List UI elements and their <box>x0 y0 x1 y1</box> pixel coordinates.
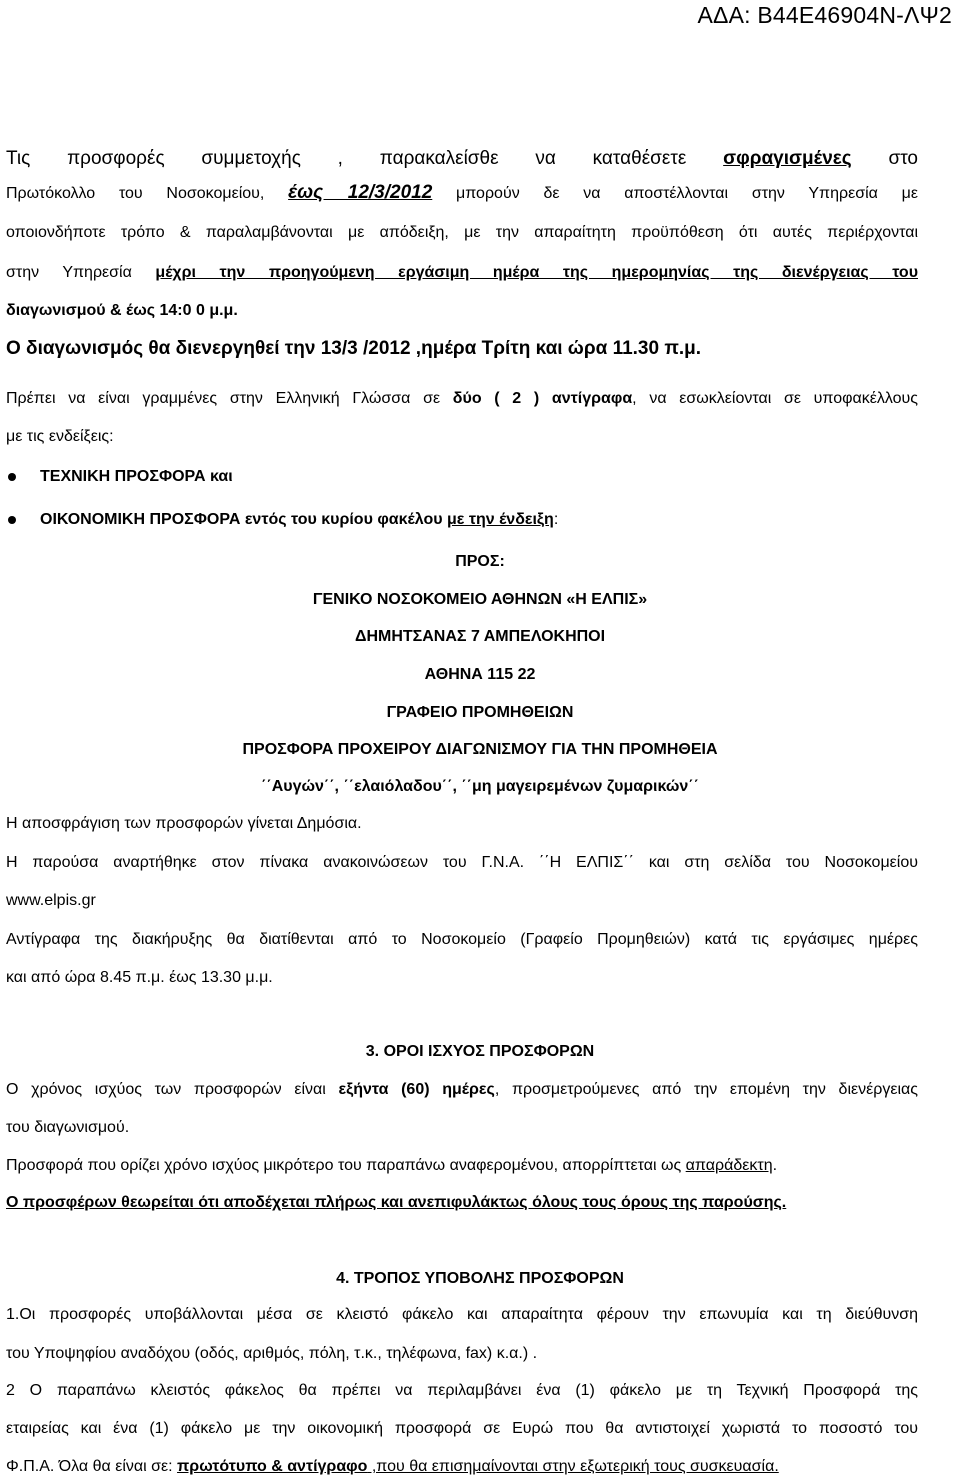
p1-text: στην Υπηρεσία <box>6 264 156 281</box>
p2-line2: με τις ενδείξεις: <box>6 428 114 445</box>
s3-unacceptable: απαράδεκτη <box>685 1157 773 1174</box>
unsealing-note: Η αποσφράγιση των προσφορών γίνεται Δημόσια. <box>6 815 362 832</box>
p1-line2 <box>6 182 918 205</box>
address-street: ΔΗΜΗΤΣΑΝΑΣ 7 ΑΜΠΕΛΟΚΗΠΟΙ <box>354 628 606 645</box>
p1-sealed: σφραγισμένες <box>723 148 852 169</box>
ada-code: ΑΔΑ: Β44Ε46904Ν-ΛΨ2 <box>697 2 952 28</box>
section3-line2: του διαγωνισμού. <box>6 1119 130 1136</box>
p1-line1 <box>6 148 918 170</box>
section4-line2: του Υποψηφίου αναδόχου (οδός, αριθμός, πόλη, τ.κ., τηλέφωνα, fax) κ.α.) . <box>6 1345 538 1362</box>
p2-text: , να εσωκλείονται σε υποφακέλλους <box>632 390 918 407</box>
p1-text: στο <box>851 148 918 169</box>
section3-line4: Ο προσφέρων θεωρείται ότι αποδέχεται πλήρως και ανεπιφυλάκτως όλους τους όρους της παρούσης. <box>6 1194 787 1211</box>
bullet-icon <box>8 473 16 481</box>
s3-validity: εξήντα (60) ημέρες <box>338 1081 495 1098</box>
bullet-indication: με την ένδειξη <box>446 511 554 528</box>
posting-note: Η παρούσα αναρτήθηκε στον πίνακα ανακοινώσεων του Γ.Ν.Α. ΄΄Η ΕΛΠΙΣ΄΄ και στη σελίδα του Νοσοκομείου <box>6 854 918 871</box>
bullet-financial <box>40 509 952 531</box>
section4-line5 <box>6 1456 918 1478</box>
s4-text: ,που θα επισημαίνονται στην εξωτερική τους συσκευασία. <box>367 1458 779 1475</box>
p1-text: μπορούν δε να αποστέλλονται στην Υπηρεσία με <box>432 185 918 202</box>
section3-line1 <box>6 1079 918 1101</box>
s3-text: Προσφορά που ορίζει χρόνο ισχύος μικρότερο του παραπάνω αναφερομένου, απορρίπτεται ως <box>6 1157 686 1174</box>
s4-original-copy: πρωτότυπο & αντίγραφο <box>177 1458 368 1475</box>
address-hospital: ΓΕΝΙΚΟ ΝΟΣΟΚΟΜΕΙΟ ΑΘΗΝΩΝ «Η ΕΛΠΙΣ» <box>312 591 648 608</box>
p1-text: Πρωτόκολλο του Νοσοκομείου, <box>6 185 289 202</box>
section4-line3: 2 Ο παραπάνω κλειστός φάκελος θα πρέπει να περιλαμβάνει ένα (1) φάκελο με τη Τεχνική Προσφορά της <box>6 1382 918 1399</box>
p2-line1 <box>6 388 918 410</box>
section4-line1: 1.Οι προσφορές υποβάλλονται μέσα σε κλειστό φάκελο και απαραίτητα φέρουν την επωνυμία και τη διεύθυνση <box>6 1306 918 1323</box>
address-office: ΓΡΑΦΕΙΟ ΠΡΟΜΗΘΕΙΩΝ <box>386 704 574 721</box>
s3-text: Ο χρόνος ισχύος των προσφορών είναι <box>6 1081 339 1098</box>
section4-heading: 4. ΤΡΟΠΟΣ ΥΠΟΒΟΛΗΣ ΠΡΟΣΦΟΡΩΝ <box>336 1270 624 1287</box>
p1-deadline: έως 12/3/2012 <box>288 182 433 203</box>
copies-note-line1: Αντίγραφα της διακήρυξης θα διατίθενται από το Νοσοκομείο (Γραφείο Προμηθειών) κατά τις εργάσιμες ημέρες <box>6 931 918 948</box>
bullet-technical: ΤΕΧΝΙΚΗ ΠΡΟΣΦΟΡΑ και <box>40 468 233 485</box>
address-offer: ΠΡΟΣΦΟΡΑ ΠΡΟΧΕΙΡΟΥ ΔΙΑΓΩΝΙΣΜΟΥ ΓΙΑ ΤΗΝ ΠΡΟΜΗΘΕΙΑ <box>242 741 718 758</box>
s3-text: , προσμετρούμενες από την επομένη την διενέργειας <box>494 1081 919 1098</box>
website-link[interactable]: www.elpis.gr <box>6 892 96 909</box>
s3-text: . <box>772 1157 778 1174</box>
p2-copies: δύο ( 2 ) αντίγραφα <box>452 390 633 407</box>
section4-line4: εταιρείας και ένα (1) φάκελο με την οικονομική προσφορά σε Ευρώ που θα αντιστοιχεί χωριστά το ποσοστό του <box>6 1420 918 1437</box>
section3-line3 <box>6 1155 918 1177</box>
address-items: ΄΄Αυγών΄΄, ΄΄ελαιόλαδου΄΄, ΄΄μη μαγειρεμένων ζυμαρικών΄΄ <box>261 778 699 795</box>
p1-deadline-detail: μέχρι την προηγούμενη εργάσιμη ημέρα της ημερομηνίας της διενέργειας του <box>155 264 919 281</box>
p1-text: Τις προσφορές συμμετοχής , παρακαλείσθε να καταθέσετε <box>6 148 724 169</box>
p1-line5: διαγωνισμού & έως 14:0 0 μ.μ. <box>6 302 238 319</box>
address-city: ΑΘΗΝΑ 115 22 <box>424 666 536 683</box>
address-to: ΠΡΟΣ: <box>455 553 505 570</box>
s4-text: Φ.Π.Α. Όλα θα είναι σε: <box>6 1458 178 1475</box>
copies-note-line2: και από ώρα 8.45 π.μ. έως 13.30 μ.μ. <box>6 969 273 986</box>
bullet-icon <box>8 516 16 524</box>
section3-heading: 3. ΟΡΟΙ ΙΣΧΥΟΣ ΠΡΟΣΦΟΡΩΝ <box>365 1043 595 1060</box>
bullet-text: ΟΙΚΟΝΟΜΙΚΗ ΠΡΟΣΦΟΡΑ εντός του κυρίου φακέλου <box>40 511 447 528</box>
p1-line4 <box>6 262 918 284</box>
bullet-text: : <box>553 511 559 528</box>
p1-line3: οποιονδήποτε τρόπο & παραλαμβάνονται με απόδειξη, με την απαραίτητη προϋπόθεση ότι αυτές περιέρχονται <box>6 224 918 241</box>
p2-text: Πρέπει να είναι γραμμένες στην Ελληνική Γλώσσα σε <box>6 390 453 407</box>
p1-contest-date: Ο διαγωνισμός θα διενεργηθεί την 13/3 /2012 ,ημέρα Τρίτη και ώρα 11.30 π.μ. <box>6 338 702 359</box>
